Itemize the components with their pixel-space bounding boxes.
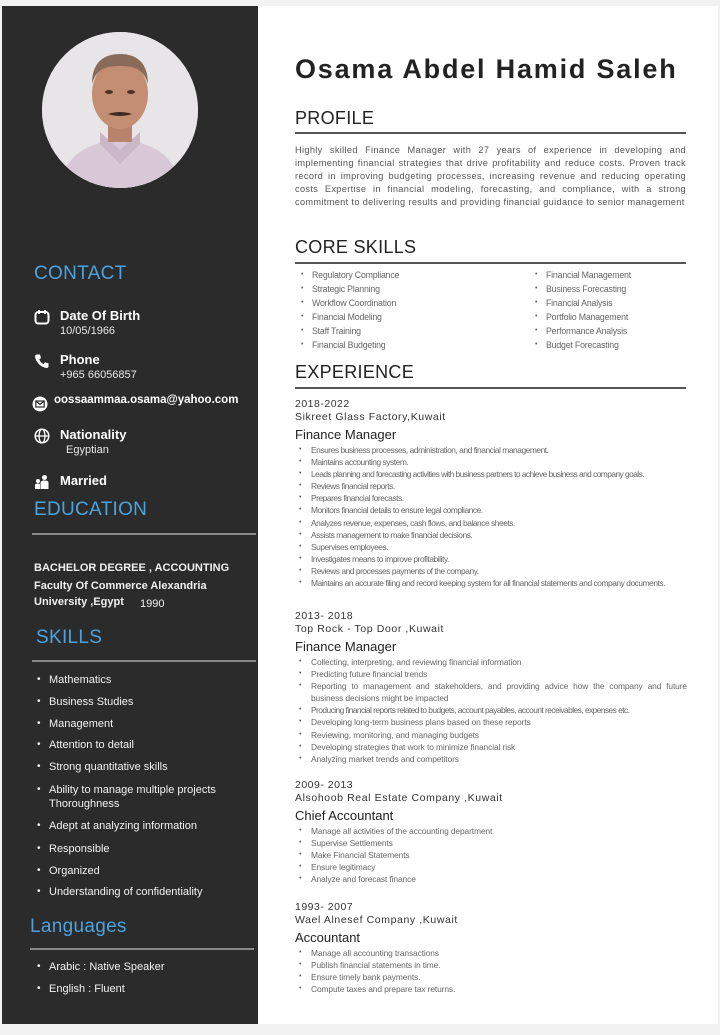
job-entry — [295, 610, 687, 765]
job-duty: • Prepares financial forecasts. — [295, 492, 687, 504]
job-duty: • Make Financial Statements — [295, 849, 687, 861]
core-skill-item: • Regulatory Compliance — [298, 268, 399, 282]
job-entry — [295, 779, 687, 885]
nationality-value: Egyptian — [66, 444, 109, 456]
date-of-birth-label: Date Of Birth — [60, 308, 141, 323]
job-company: Top Rock - Top Door ,Kuwait — [295, 623, 445, 635]
job-duty: • Analyzes revenue, expenses, cash flows, and balance sheets. — [295, 517, 687, 529]
languages-divider — [30, 948, 254, 950]
job-duty: • Maintains accounting system. — [295, 456, 687, 468]
job-duty: • Assists management to make financial decisions. — [295, 529, 687, 541]
language-item: • Arabic : Native Speaker — [36, 961, 251, 983]
job-duty: • Ensures business processes, administration, and financial management. — [295, 444, 687, 456]
skill-item: • Strong quantitative skills — [36, 761, 251, 783]
core-skill-item: • Financial Modeling — [298, 310, 399, 324]
core-skill-item: • Financial Management — [532, 268, 631, 282]
job-duties — [295, 444, 687, 589]
job-duty: • Collecting, interpreting, and reviewing financial information — [295, 656, 687, 668]
job-duty: • Maintains an accurate filing and record keeping system for all financial statements and company documents. — [295, 577, 687, 589]
core-skills-right — [532, 268, 631, 352]
experience-heading: EXPERIENCE — [295, 362, 415, 382]
job-duty: • Reporting to management and stakeholders, and providing advice how the company and future business decisions might be impacted — [295, 680, 687, 704]
job-company: Sikreet Glass Factory,Kuwait — [295, 411, 446, 423]
core-skill-item: • Performance Analysis — [532, 324, 631, 338]
job-duty: • Developing strategies that work to minimize financial risk — [295, 741, 687, 753]
job-duty: • Ensure legitimacy — [295, 861, 687, 873]
job-title: Accountant — [295, 930, 361, 945]
marital-status-value: Married — [60, 473, 107, 488]
phone-icon — [34, 353, 50, 369]
education-heading: EDUCATION — [34, 499, 148, 520]
job-duty: • Supervises employees. — [295, 541, 687, 553]
contact-heading: CONTACT — [34, 263, 127, 284]
core-skills-left — [298, 268, 399, 352]
education-year: 1990 — [140, 598, 165, 610]
envelope-icon — [32, 396, 48, 412]
job-title: Finance Manager — [295, 427, 397, 442]
date-of-birth-value: 10/05/1966 — [60, 325, 116, 337]
job-duties — [295, 656, 687, 765]
job-years: 1993- 2007 — [295, 901, 354, 913]
job-duty: • Reviewing, monitoring, and managing budgets — [295, 729, 687, 741]
nationality-label: Nationality — [60, 427, 127, 442]
profile-summary: Highly skilled Finance Manager with 27 years of experience in developing and implementing financial strategies that drive profitability and reduce costs. Proven track record in improving budgeting processes, increasing revenue and reducing operating costs Expertise in financial modeling, forecasting, and compliance, with a strong commitment to delivering results and providing financial guidance to senior management — [295, 145, 686, 207]
education-faculty: Faculty Of Commerce Alexandria — [34, 580, 207, 592]
core-skill-item: • Budget Forecasting — [532, 338, 631, 352]
phone-value[interactable]: +965 66056857 — [60, 369, 137, 381]
skill-item: • Management — [36, 718, 251, 739]
experience-divider — [295, 387, 686, 389]
core-skill-item: • Staff Training — [298, 324, 399, 338]
languages-heading: Languages — [30, 916, 127, 937]
main-content — [258, 6, 718, 1024]
education-university: University ,Egypt — [34, 596, 124, 608]
job-duty: • Monitors financial details to ensure legal compliance. — [295, 504, 687, 516]
core-skill-item: • Workflow Coordination — [298, 296, 399, 310]
job-duty: • Reviews financial reports. — [295, 480, 687, 492]
job-duties — [295, 947, 687, 995]
people-icon — [34, 474, 50, 490]
job-years: 2018-2022 — [295, 398, 350, 410]
phone-label: Phone — [60, 352, 100, 367]
job-duty: • Investigates means to improve profitability. — [295, 553, 687, 565]
skills-divider — [32, 660, 256, 662]
skill-item: • Understanding of confidentiality — [36, 886, 251, 908]
job-entry — [295, 398, 687, 589]
core-skill-item: • Strategic Planning — [298, 282, 399, 296]
core-skill-item: • Business Forecasting — [532, 282, 631, 296]
core-skill-item: • Portfolio Management — [532, 310, 631, 324]
job-title: Chief Accountant — [295, 808, 394, 823]
profile-heading: PROFILE — [295, 108, 375, 128]
candidate-name: Osama Abdel Hamid Saleh — [295, 54, 678, 84]
language-item: • English : Fluent — [36, 983, 251, 1005]
skill-item: • Adept at analyzing information — [36, 820, 251, 843]
job-duties — [295, 825, 687, 885]
skill-item: • Business Studies — [36, 696, 251, 718]
skills-heading: SKILLS — [36, 627, 103, 648]
globe-icon — [34, 428, 50, 444]
email-value[interactable]: oossaammaa.osama@yahoo.com — [54, 394, 239, 406]
education-divider — [32, 533, 256, 535]
job-company: Alsohoob Real Estate Company ,Kuwait — [295, 792, 503, 804]
skills-list — [36, 674, 251, 908]
profile-photo — [42, 32, 198, 188]
skill-item: • Ability to manage multiple projects Thoroughness — [36, 783, 251, 820]
job-duty: • Leads planning and forecasting activities with business partners to achieve business and company goals. — [295, 468, 687, 480]
core-skill-item: • Financial Budgeting — [298, 338, 399, 352]
core-skills-divider — [295, 262, 686, 264]
job-duty: • Analyzing market trends and competitors — [295, 753, 687, 765]
job-duty: • Predicting future financial trends — [295, 668, 687, 680]
skill-item: • Attention to detail — [36, 739, 251, 761]
job-duty: • Developing long-term business plans based on these reports — [295, 716, 687, 728]
job-duty: • Manage all activities of the accounting department — [295, 825, 687, 837]
job-duty: • Manage all accounting transactions — [295, 947, 687, 959]
skill-item: • Mathematics — [36, 674, 251, 696]
core-skill-item: • Financial Analysis — [532, 296, 631, 310]
profile-divider — [295, 132, 686, 134]
job-company: Wael Alnesef Company ,Kuwait — [295, 914, 458, 926]
job-years: 2013- 2018 — [295, 610, 354, 622]
skill-item: • Responsible — [36, 843, 251, 865]
education-degree: BACHELOR DEGREE , ACCOUNTING — [34, 562, 230, 574]
job-duty: • Ensure timely bank payments. — [295, 971, 687, 983]
job-duty: • Compute taxes and prepare tax returns. — [295, 983, 687, 995]
skill-item: • Organized — [36, 865, 251, 886]
job-duty: • Reviews and processes payments of the company. — [295, 565, 687, 577]
job-duty: • Producing financial reports related to budgets, account payables, account receivables, expenses etc. — [295, 704, 687, 716]
job-duty: • Supervise Settlements — [295, 837, 687, 849]
sidebar — [2, 6, 258, 1024]
core-skills-heading: CORE SKILLS — [295, 237, 417, 257]
job-title: Finance Manager — [295, 639, 397, 654]
calendar-icon — [34, 309, 50, 325]
languages-list — [36, 961, 251, 1005]
job-duty: • Analyze and forecast finance — [295, 873, 687, 885]
job-years: 2009- 2013 — [295, 779, 354, 791]
job-duty: • Publish financial statements in time. — [295, 959, 687, 971]
avatar — [42, 32, 198, 188]
job-entry — [295, 901, 687, 995]
